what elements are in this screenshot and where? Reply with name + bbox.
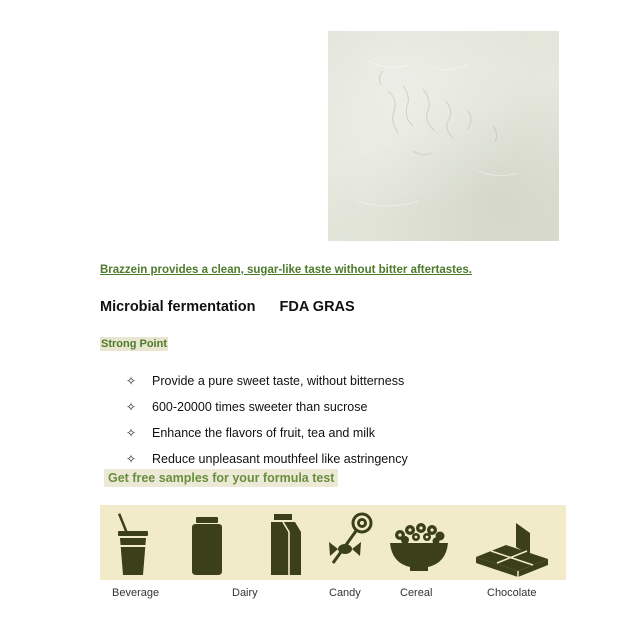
sparkle-bullet-icon: ✧: [126, 426, 137, 440]
strong-point-list: [126, 368, 408, 472]
milk-carton-icon: [265, 505, 305, 580]
list-item: [126, 420, 408, 446]
gras-title: FDA GRAS: [279, 299, 355, 315]
strong-point-heading: Strong Point: [101, 338, 167, 350]
sparkle-bullet-icon: ✧: [126, 374, 137, 388]
point-text: Enhance the flavors of fruit, tea and milk: [152, 426, 376, 440]
free-samples-link[interactable]: Get free samples for your formula test: [104, 469, 338, 487]
point-text: 600-20000 times sweeter than sucrose: [152, 400, 368, 414]
dairy-jar-icon: [182, 505, 232, 580]
category-label-beverage: Beverage: [112, 587, 160, 599]
chocolate-bar-icon: [472, 505, 552, 580]
sparkle-bullet-icon: ✧: [126, 400, 137, 414]
sparkle-bullet-icon: ✧: [126, 452, 137, 466]
powder-texture: [328, 31, 559, 241]
beverage-cup-icon: [108, 505, 158, 580]
headline-link[interactable]: Brazzein provides a clean, sugar-like taste without bitter aftertastes.: [100, 264, 472, 276]
category-label-dairy: Dairy: [232, 587, 258, 599]
powder-photo: [328, 31, 559, 241]
application-icon-band: [100, 505, 566, 580]
category-label-candy: Candy: [329, 587, 361, 599]
list-item: [126, 368, 408, 394]
category-label-chocolate: Chocolate: [487, 587, 537, 599]
list-item: [126, 394, 408, 420]
category-label-cereal: Cereal: [400, 587, 433, 599]
candy-icon: [315, 505, 385, 580]
fermentation-title: Microbial fermentation: [100, 299, 256, 315]
point-text: Reduce unpleasant mouthfeel like astringency: [152, 452, 408, 466]
title-row: [100, 299, 355, 315]
point-text: Provide a pure sweet taste, without bitterness: [152, 374, 405, 388]
cereal-bowl-icon: [384, 505, 454, 580]
